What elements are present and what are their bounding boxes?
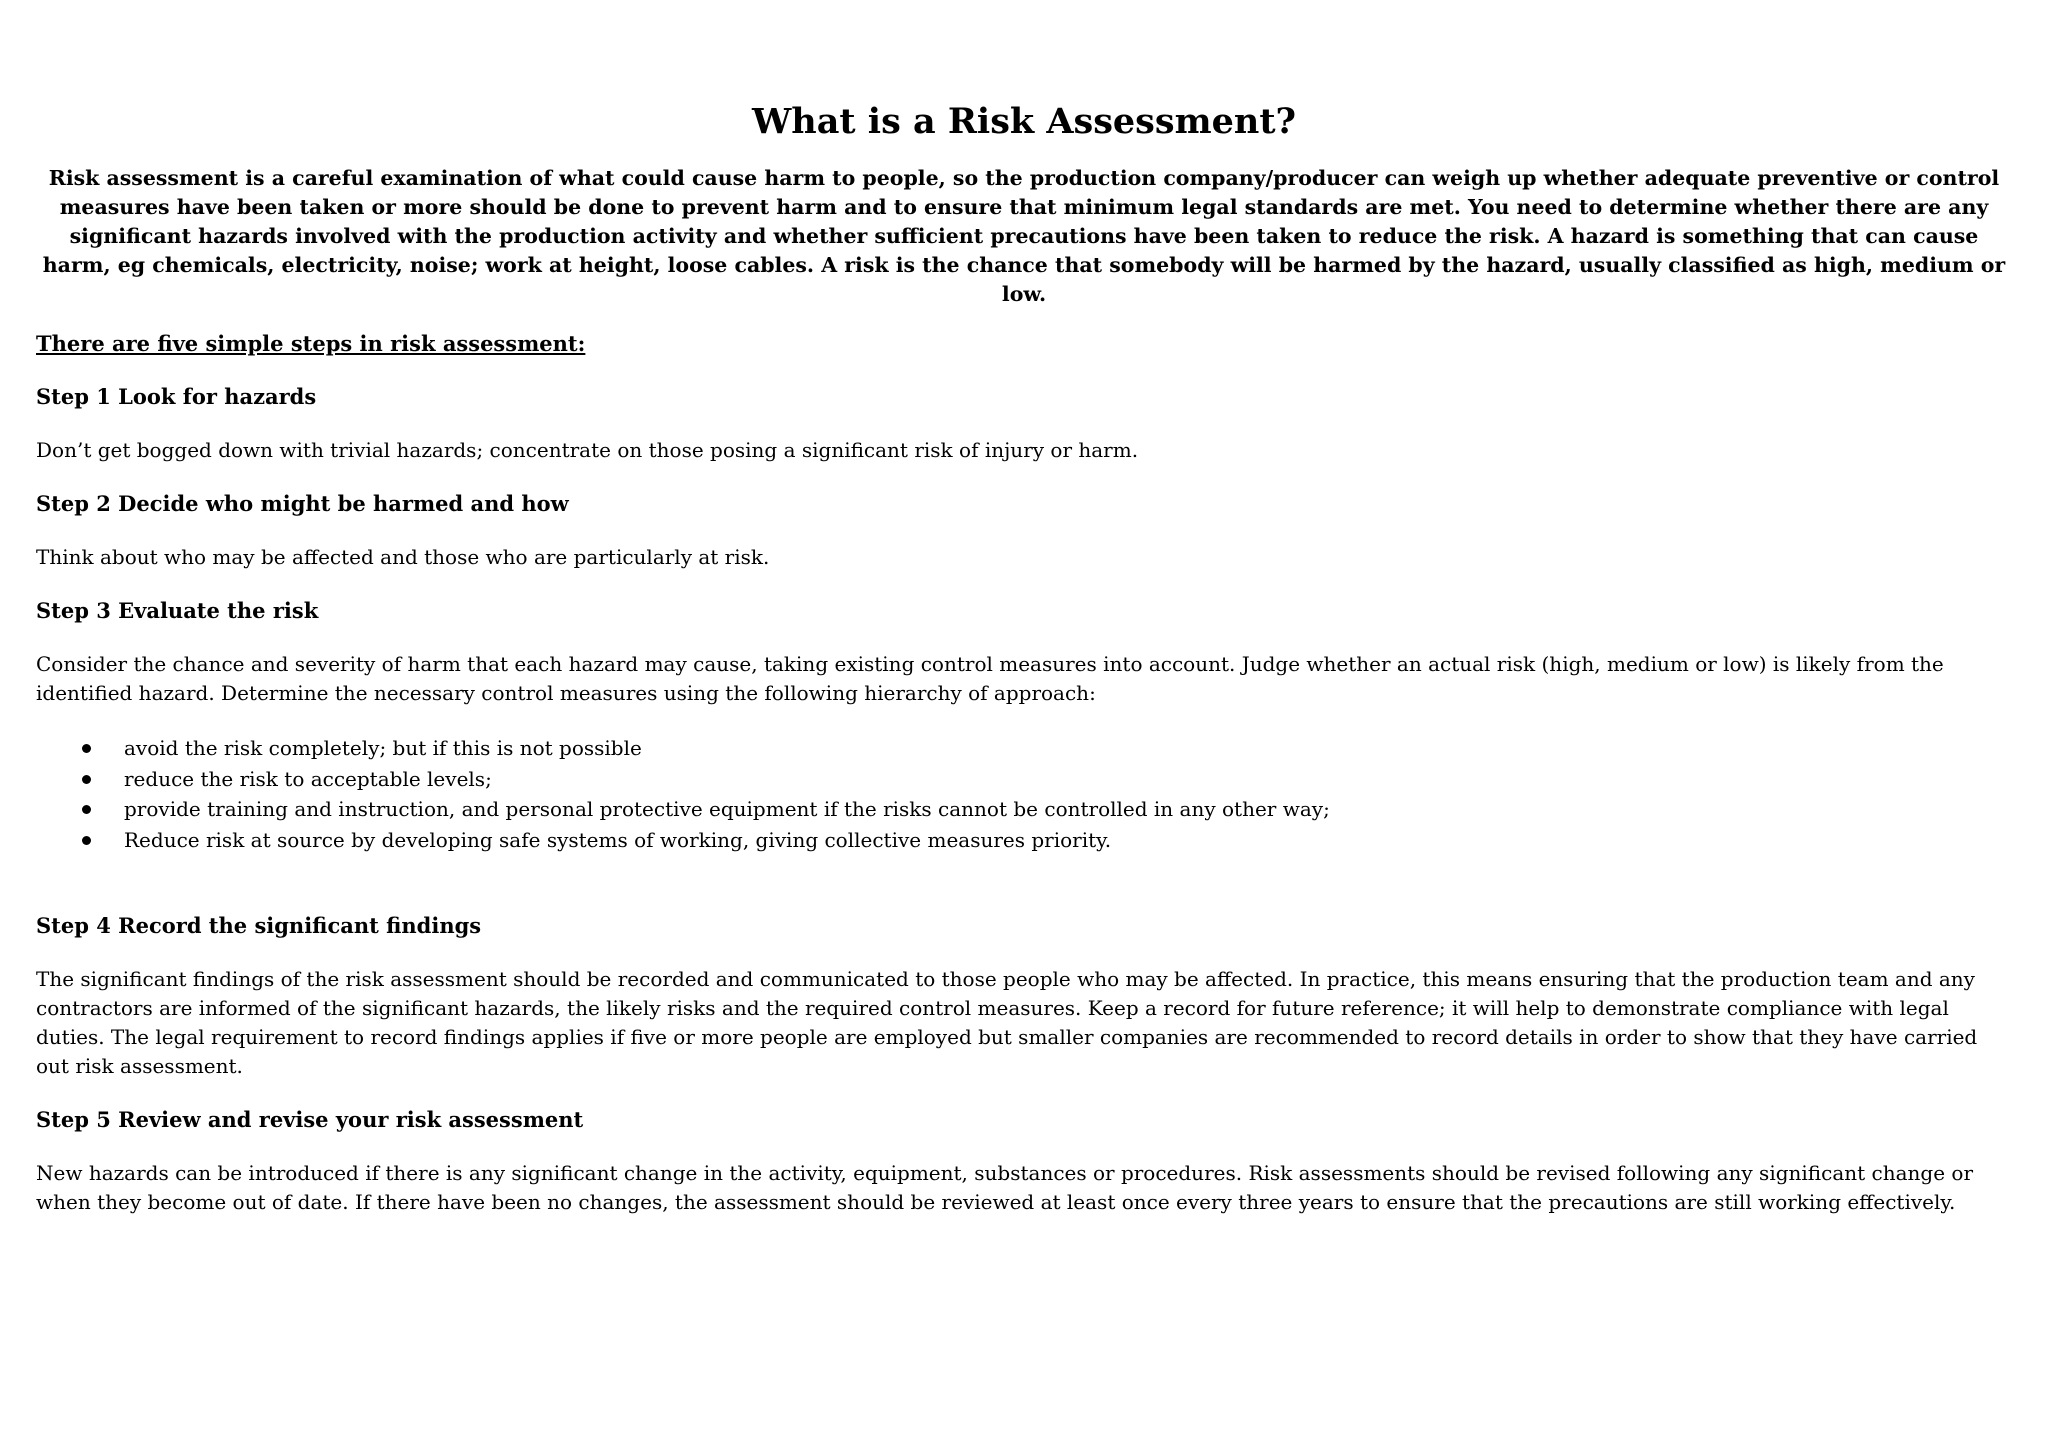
- step-3-heading: Step 3 Evaluate the risk: [36, 598, 319, 623]
- list-item-text: provide training and instruction, and personal protective equipment if the risks cannot be controlled in any other way;: [124, 797, 1330, 821]
- step-3-text: Consider the chance and severity of harm that each hazard may cause, taking existing control measures into account. Judge whether an actual risk (high, medium or low) is likely from the identified hazard. Determine the necessary control measures using the following hierarchy of approach:: [36, 652, 1944, 705]
- steps-intro-heading: There are five simple steps in risk assessment:: [36, 331, 586, 356]
- list-item: [36, 764, 2012, 795]
- bullet-icon: [82, 744, 91, 753]
- step-1-heading: Step 1 Look for hazards: [36, 384, 317, 409]
- bullet-icon: [82, 775, 91, 784]
- list-item-text: avoid the risk completely; but if this is not possible: [124, 736, 642, 760]
- step-4-heading: Step 4 Record the significant findings: [36, 913, 482, 938]
- step-2-text: Think about who may be affected and those who are particularly at risk.: [36, 545, 770, 569]
- step-5-text: New hazards can be introduced if there is any significant change in the activity, equipment, substances or procedures. Risk assessments should be revised following any significant change or when they become out of date. If there have been no changes, the assessment should be reviewed at least once every three years to ensure that the precautions are still working effectively.: [36, 1161, 1974, 1214]
- list-item: [36, 794, 2012, 825]
- list-item-text: reduce the risk to acceptable levels;: [124, 766, 492, 791]
- control-hierarchy-list: [36, 733, 2012, 855]
- bullet-icon: [82, 836, 91, 845]
- page-title: What is a Risk Assessment?: [751, 101, 1297, 142]
- list-item: [36, 825, 2012, 856]
- step-5-heading: Step 5 Review and revise your risk assessment: [36, 1107, 584, 1132]
- list-item-text: Reduce risk at source by developing safe systems of working, giving collective measures priority.: [124, 827, 1112, 852]
- intro-paragraph: Risk assessment is a careful examination of what could cause harm to people, so the production company/producer can weigh up whether adequate preventive or control measures have been taken or more should be done to prevent harm and to ensure that minimum legal standards are met. You need to determine whether there are any significant hazards involved with the production activity and whether sufficient precautions have been taken to reduce the risk. A hazard is something that can cause harm, eg chemicals, electricity, noise; work at height, loose cables. A risk is the chance that somebody will be harmed by the hazard, usually classified as high, medium or low.: [42, 166, 2006, 306]
- step-4-text: The significant findings of the risk assessment should be recorded and communicated to those people who may be affected. In practice, this means ensuring that the production team and any contractors are informed of the significant hazards, the likely risks and the required control measures. Keep a record for future reference; it will help to demonstrate compliance with legal duties. The legal requirement to record findings applies if five or more people are employed but smaller companies are recommended to record details in order to show that they have carried out risk assessment.: [36, 967, 1978, 1078]
- step-1-text: Don’t get bogged down with trivial hazards; concentrate on those posing a significant risk of injury or harm.: [36, 438, 1139, 462]
- list-item: [36, 733, 2012, 764]
- step-2-heading: Step 2 Decide who might be harmed and how: [36, 491, 569, 516]
- bullet-icon: [82, 805, 91, 814]
